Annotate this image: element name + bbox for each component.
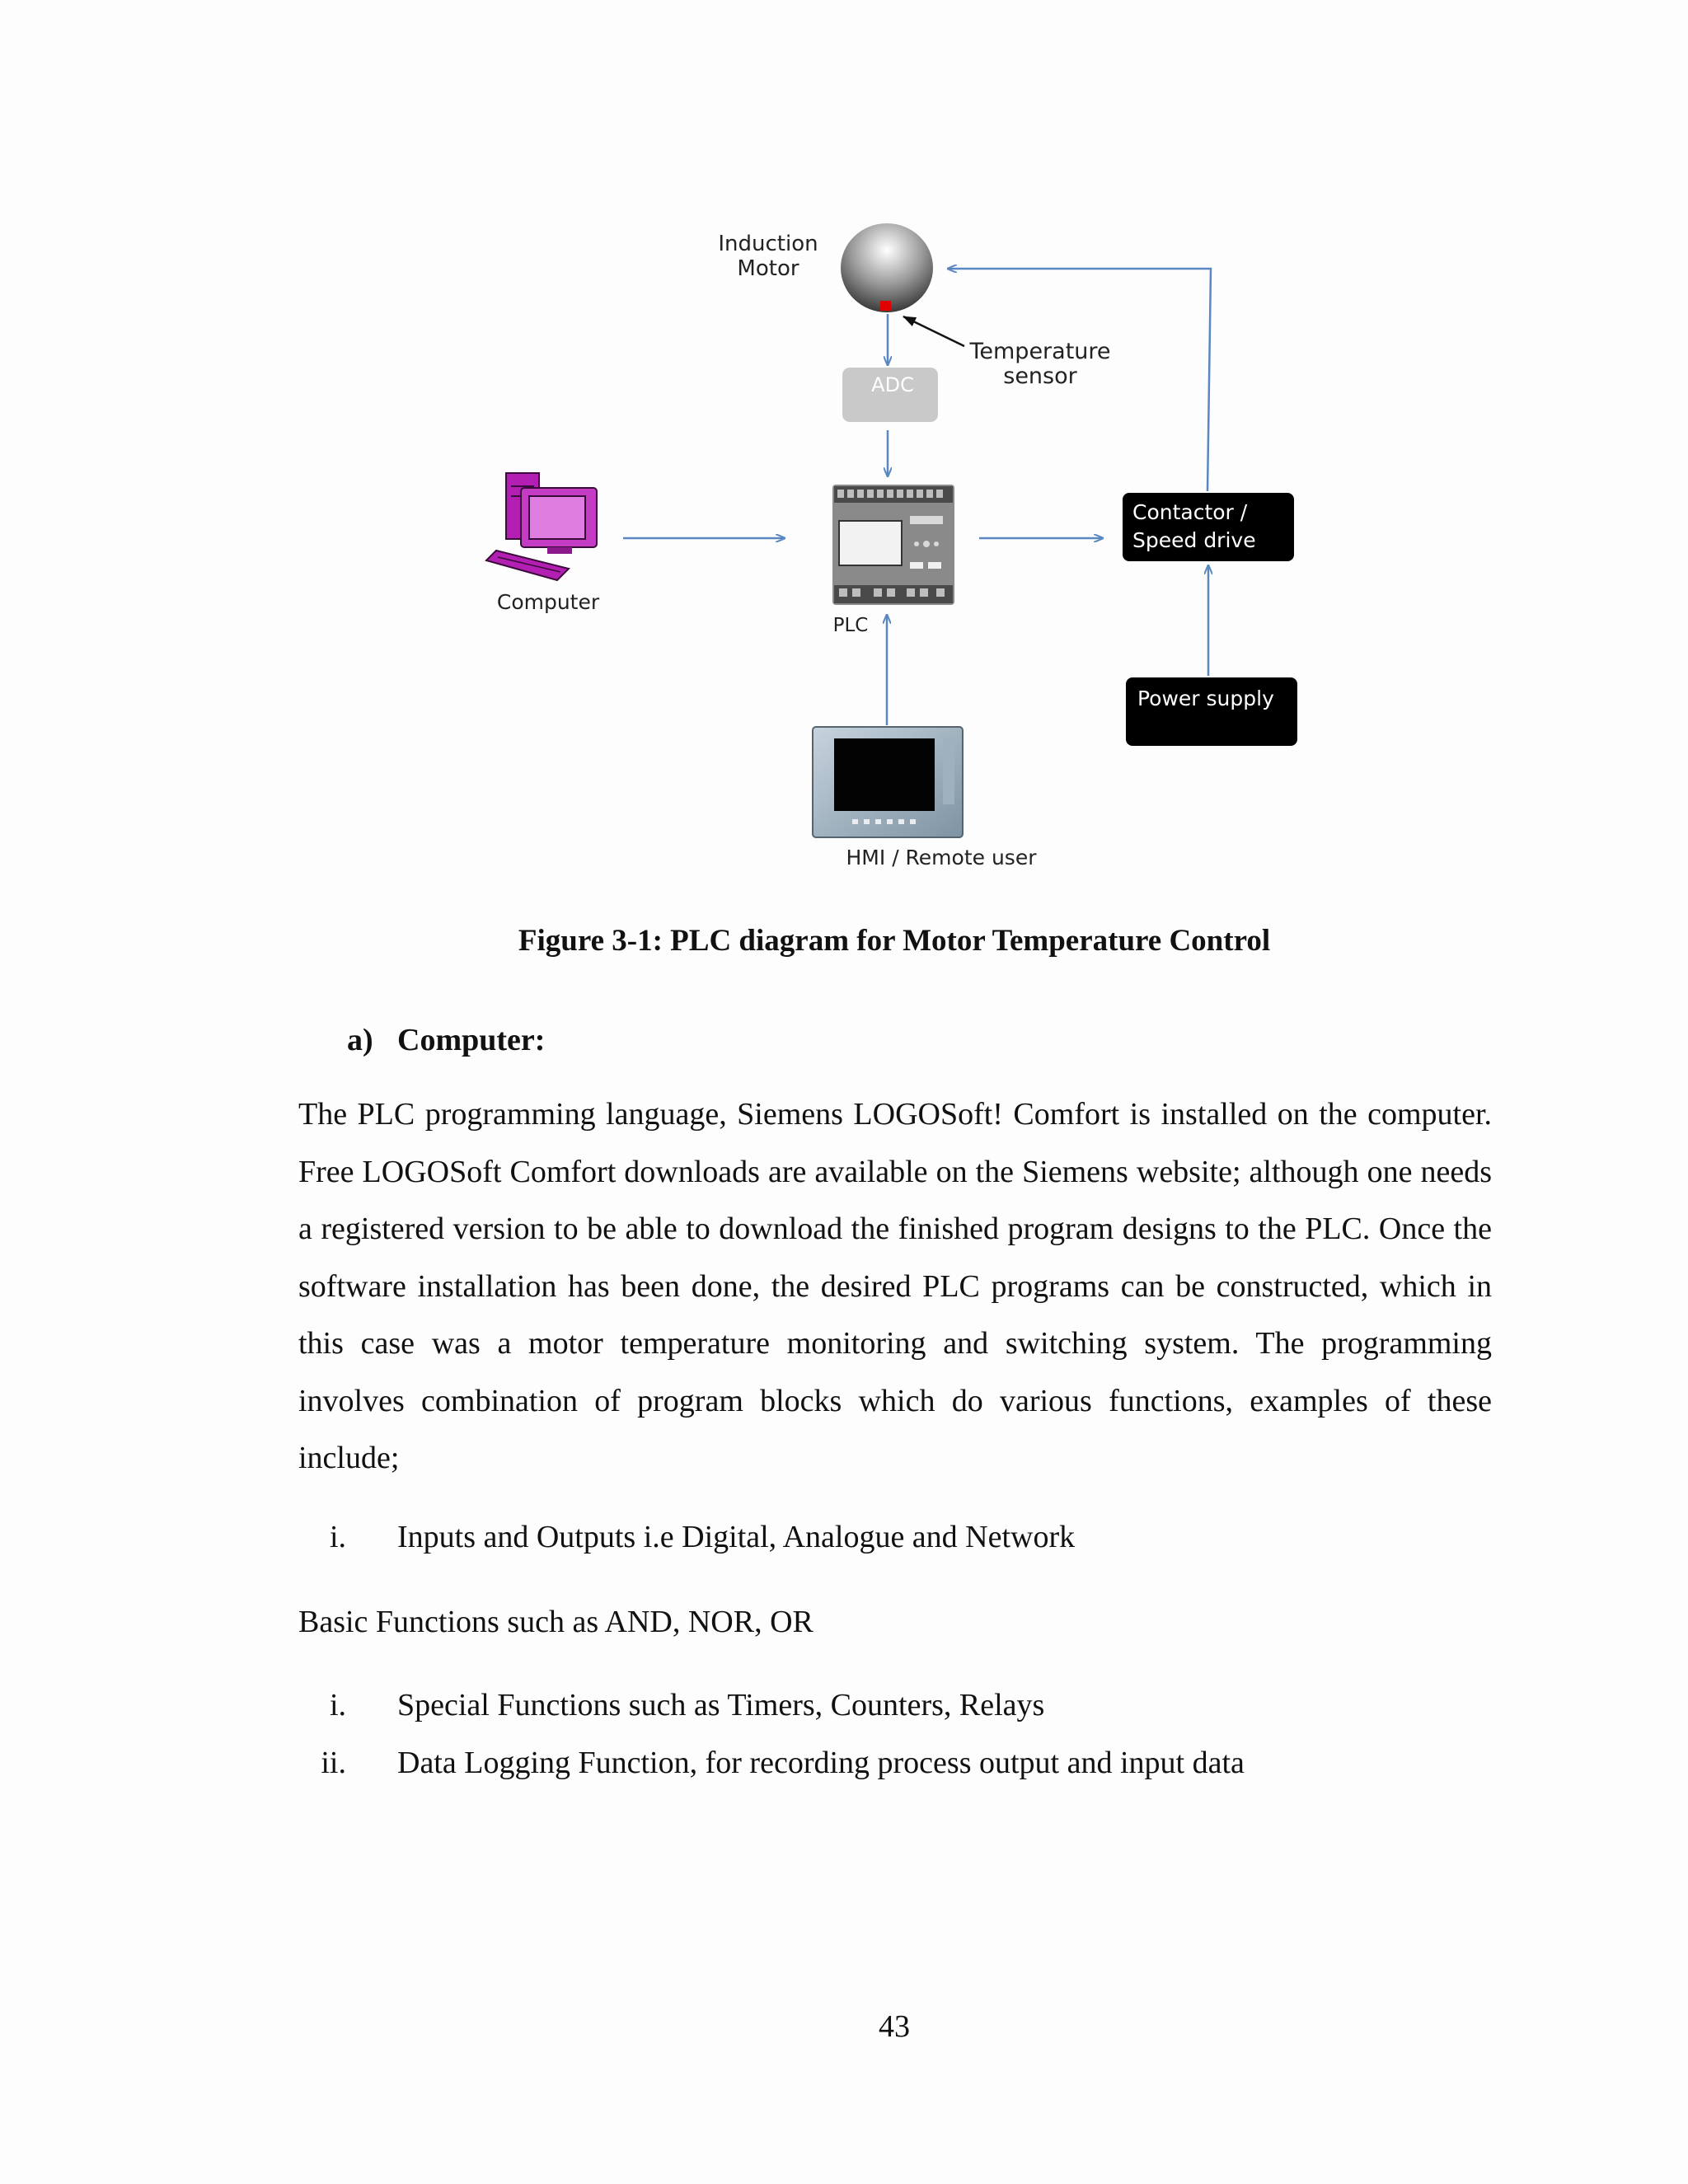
computer-label: Computer [496,590,600,614]
figure-caption: Figure 3-1: PLC diagram for Motor Temperature Control [518,924,1271,958]
plc-label: PLC [832,615,869,636]
power-supply-label: Power supply [1137,687,1274,710]
page-number: 43 [879,2009,910,2044]
temperature-sensor-arrow [903,316,964,346]
plc-diagram-figure [0,0,1688,907]
list-marker: i. [329,1520,346,1554]
temperature-sensor-mark [880,301,891,311]
list-marker: ii. [321,1746,346,1780]
list-item-text: Special Functions such as Timers, Counters, Relays [397,1688,1045,1722]
adc-label: ADC [871,373,914,396]
list-item-text: Data Logging Function, for recording process output and input data [397,1746,1245,1780]
list-item-text: Inputs and Outputs i.e Digital, Analogue and Network [397,1520,1076,1554]
hmi-label: HMI / Remote user [846,846,1037,869]
list-marker: i. [329,1688,346,1722]
induction-motor-icon [841,223,933,312]
temperature-sensor-label-line2: sensor [1003,363,1077,389]
plc-device-icon [832,485,954,605]
induction-motor-label: Induction [718,232,818,256]
induction-motor-label-line2: Motor [737,256,799,281]
section-number: a) [347,1023,373,1057]
computer-icon [486,473,597,580]
arrow-contactor-to-motor [948,269,1211,491]
contactor-label: Contactor / [1132,500,1248,524]
temperature-sensor-label: Temperature [969,339,1111,364]
section-title: Computer: [397,1023,546,1057]
basic-functions-line: Basic Functions such as AND, NOR, OR [298,1605,814,1639]
contactor-label-line2: Speed drive [1132,528,1256,552]
body-paragraph: The PLC programming language, Siemens LOGOSoft! Comfort is installed on the computer. Free LOGOSoft Comfort downloads are available on the Siemens website; although one needs a registered version to be able to download the finished program designs to the PLC. Once the software installation has been done, the desired PLC programs can be constructed, which in this case was a motor temperature monitoring and switching system. The programming involves combination of program blocks which do various functions, examples of these include; [298,1097,1492,1475]
hmi-panel-icon [813,727,963,837]
